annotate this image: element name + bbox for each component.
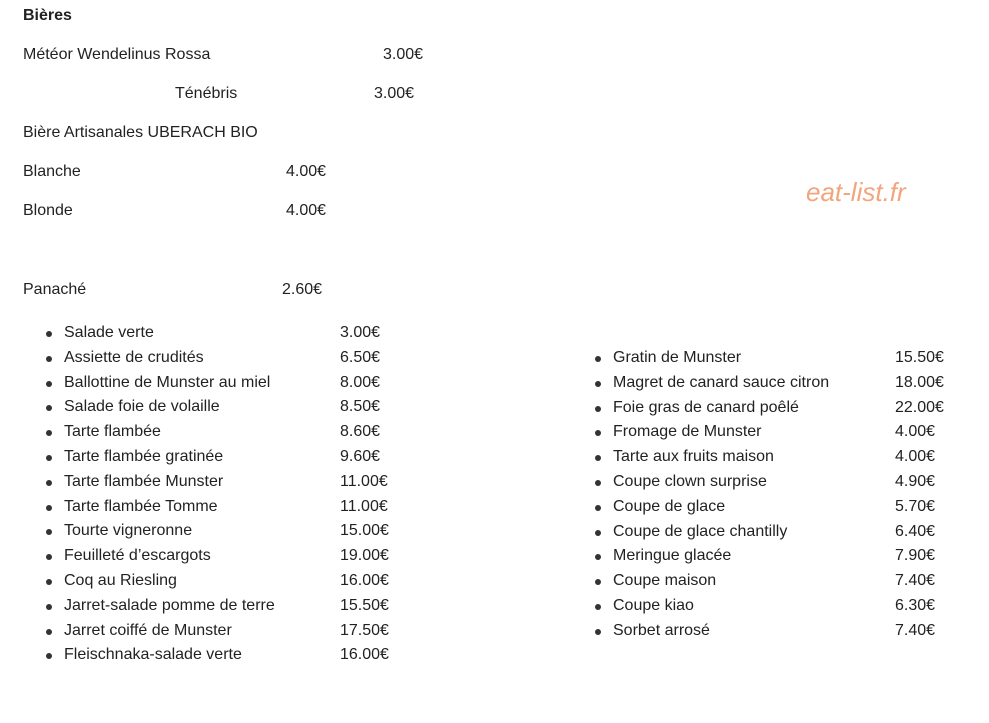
- bullet-icon: [46, 505, 52, 511]
- bullet-icon: [595, 455, 601, 461]
- bullet-icon: [46, 529, 52, 535]
- bullet-icon: [595, 604, 601, 610]
- menu-item-price: 17.50€: [340, 621, 389, 639]
- menu-item-name: Coupe clown surprise: [613, 472, 767, 490]
- menu-item: [46, 520, 406, 545]
- menu-item-name: Coupe maison: [613, 572, 717, 590]
- bullet-icon: [595, 381, 601, 387]
- bullet-icon: [46, 579, 52, 585]
- beer-name: Météor Wendelinus Rossa: [23, 46, 211, 63]
- menu-item-name: Tarte flambée gratinée: [64, 447, 224, 465]
- bullet-icon: [595, 430, 601, 436]
- menu-item-name: Jarret coiffé de Munster: [64, 621, 232, 639]
- menu-item-name: Tarte flambée Tomme: [64, 497, 218, 515]
- menu-item: [46, 347, 406, 372]
- menu-item-name: Foie gras de canard poêlé: [613, 398, 799, 416]
- menu-item-name: Tarte flambée: [64, 423, 161, 441]
- bullet-icon: [595, 480, 601, 486]
- beer-row: [23, 123, 523, 143]
- watermark-logo: eat-list.fr: [806, 177, 906, 207]
- menu-item: [46, 396, 406, 421]
- menu-item-name: Salade foie de volaille: [64, 398, 220, 416]
- menu-item: [595, 545, 965, 570]
- menu-item-price: 22.00€: [895, 398, 944, 416]
- menu-item-price: 8.50€: [340, 398, 381, 416]
- menu-item-price: 6.50€: [340, 348, 381, 366]
- menu-item-name: Gratin de Munster: [613, 349, 742, 366]
- menu-item: [46, 545, 406, 570]
- menu-item-price: 3.00€: [340, 324, 381, 341]
- menu-item: [595, 471, 965, 496]
- bullet-icon: [46, 653, 52, 659]
- beer-price: 3.00€: [383, 46, 424, 63]
- menu-item: [46, 620, 406, 645]
- menu-item-price: 6.40€: [895, 522, 936, 540]
- menu-item-price: 7.40€: [895, 572, 936, 590]
- menu-item-price: 15.00€: [340, 522, 389, 540]
- menu-item-price: 4.00€: [895, 423, 936, 441]
- bullet-icon: [46, 604, 52, 610]
- menu-item: [595, 397, 965, 422]
- menu-item-name: Coupe de glace: [613, 497, 726, 515]
- beer-row: [23, 84, 523, 104]
- menu-item-price: 11.00€: [340, 472, 388, 490]
- menu-item: [595, 496, 965, 521]
- menu-item-price: 11.00€: [340, 497, 388, 515]
- menu-item: [46, 421, 406, 446]
- bullet-icon: [46, 405, 52, 411]
- beer-name: Blanche: [23, 163, 81, 180]
- beer-name: Ténébris: [175, 85, 238, 102]
- bullet-icon: [46, 356, 52, 362]
- menu-item-name: Fleischnaka-salade verte: [64, 646, 242, 664]
- menu-item-price: 15.50€: [895, 349, 944, 366]
- menu-item: [46, 570, 406, 595]
- menu-item: [595, 595, 965, 620]
- menu-item: [595, 446, 965, 471]
- menu-item: [46, 446, 406, 471]
- beer-price: 2.60€: [282, 281, 323, 298]
- menu-item: [595, 620, 965, 645]
- beer-row: [23, 162, 523, 182]
- menu-item-price: 15.50€: [340, 596, 389, 614]
- menu-item-name: Tarte flambée Munster: [64, 472, 224, 490]
- beer-price: 4.00€: [286, 202, 327, 219]
- beer-row: [23, 280, 523, 300]
- bullet-icon: [46, 554, 52, 560]
- menu-item-price: 19.00€: [340, 547, 389, 565]
- section-title-bieres: Bières: [23, 7, 72, 24]
- menu-item-price: 7.40€: [895, 621, 936, 639]
- menu-item: [46, 322, 406, 347]
- menu-item-price: 9.60€: [340, 447, 381, 465]
- menu-item-price: 8.00€: [340, 373, 381, 391]
- menu-item-price: 18.00€: [895, 373, 944, 391]
- bullet-icon: [46, 430, 52, 436]
- menu-item-price: 8.60€: [340, 423, 381, 441]
- bullet-icon: [595, 356, 601, 362]
- bullet-icon: [595, 579, 601, 585]
- menu-item-name: Coupe kiao: [613, 596, 694, 614]
- menu-item-name: Feuilleté d’escargots: [64, 547, 211, 565]
- menu-item-name: Coq au Riesling: [64, 571, 177, 589]
- bullet-icon: [46, 455, 52, 461]
- menu-item-price: 4.90€: [895, 472, 936, 490]
- menu-item-name: Salade verte: [64, 324, 154, 341]
- menu-item-name: Coupe de glace chantilly: [613, 522, 788, 540]
- menu-item: [46, 496, 406, 521]
- beer-price: 4.00€: [286, 163, 327, 180]
- bullet-icon: [46, 381, 52, 387]
- menu-item: [595, 347, 965, 372]
- beer-price: 3.00€: [374, 85, 415, 102]
- menu-item: [46, 595, 406, 620]
- bullet-icon: [46, 480, 52, 486]
- menu-item: [46, 471, 406, 496]
- menu-item-price: 7.90€: [895, 547, 936, 565]
- menu-item-name: Ballottine de Munster au miel: [64, 373, 271, 391]
- bullet-icon: [595, 554, 601, 560]
- menu-item-name: Fromage de Munster: [613, 423, 762, 441]
- food-menu-list-left: [46, 322, 406, 669]
- menu-item-name: Meringue glacée: [613, 547, 732, 565]
- beer-row: [23, 45, 523, 65]
- menu-item: [595, 521, 965, 546]
- bullet-icon: [46, 331, 52, 337]
- beer-name: Blonde: [23, 202, 73, 219]
- menu-item-name: Jarret-salade pomme de terre: [64, 596, 275, 614]
- menu-item-name: Tourte vigneronne: [64, 522, 193, 540]
- food-menu-list-right: [595, 347, 965, 645]
- menu-item-name: Magret de canard sauce citron: [613, 373, 830, 391]
- menu-item-price: 6.30€: [895, 596, 936, 614]
- menu-item: [595, 570, 965, 595]
- menu-item: [46, 644, 406, 669]
- menu-item: [595, 372, 965, 397]
- menu-item-price: 16.00€: [340, 646, 389, 664]
- beer-name: Bière Artisanales UBERACH BIO: [23, 124, 258, 141]
- menu-item-price: 16.00€: [340, 571, 389, 589]
- bullet-icon: [595, 629, 601, 635]
- beer-row: [23, 201, 523, 221]
- menu-item-name: Tarte aux fruits maison: [613, 448, 774, 466]
- menu-item-name: Assiette de crudités: [64, 348, 204, 366]
- menu-item-name: Sorbet arrosé: [613, 621, 710, 639]
- menu-item-price: 4.00€: [895, 448, 936, 466]
- bullet-icon: [595, 406, 601, 412]
- menu-item: [595, 421, 965, 446]
- bullet-icon: [46, 629, 52, 635]
- menu-item: [46, 372, 406, 397]
- beer-name: Panaché: [23, 281, 87, 298]
- menu-item-price: 5.70€: [895, 497, 936, 515]
- bullet-icon: [595, 505, 601, 511]
- bullet-icon: [595, 530, 601, 536]
